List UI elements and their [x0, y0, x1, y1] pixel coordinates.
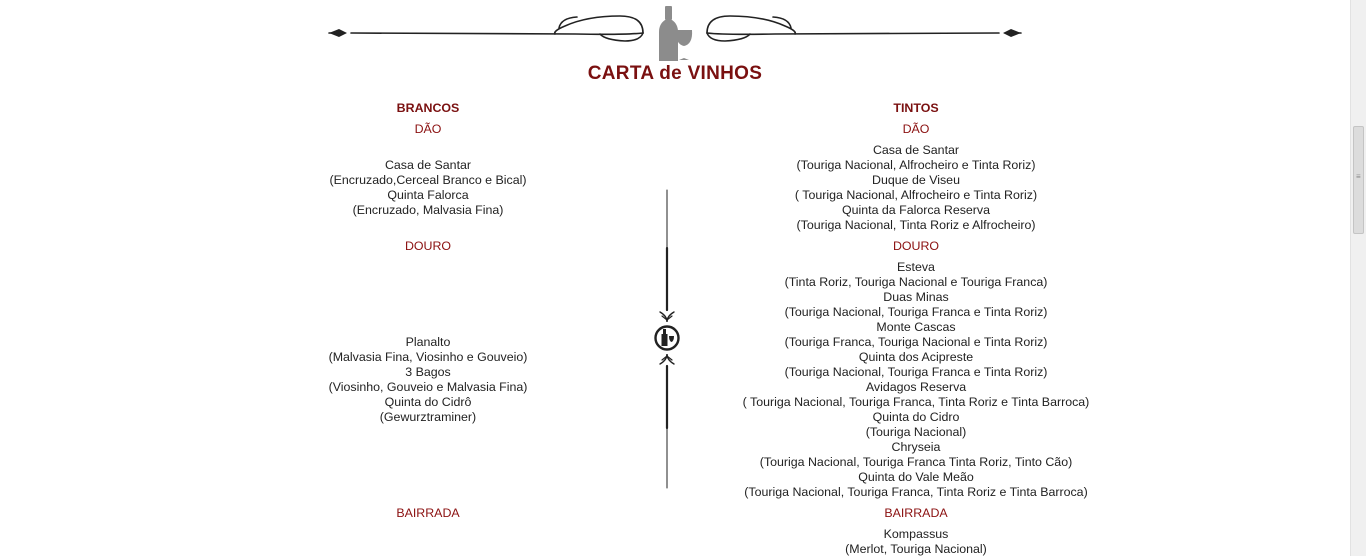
- list-item-grapes: (Touriga Nacional, Touriga Franca Tinta Roriz, Tinto Cão): [759, 455, 1073, 469]
- brancos-bairrada-heading: BAIRRADA: [396, 506, 460, 520]
- list-item: Chryseia: [891, 440, 941, 454]
- wine-flourish-ornament-icon: [325, 4, 1025, 64]
- list-item-grapes: (Malvasia Fina, Viosinho e Gouveio): [328, 350, 528, 364]
- list-item: Planalto: [405, 335, 451, 349]
- list-item: Casa de Santar: [384, 158, 472, 172]
- tintos-douro-list: [716, 260, 1116, 500]
- tintos-douro-heading: DOURO: [892, 239, 940, 253]
- list-item-grapes: (Touriga Nacional): [865, 425, 967, 439]
- list-item-grapes: (Touriga Nacional, Touriga Franca, Tinta Roriz e Tinta Barroca): [744, 485, 1088, 499]
- list-item: 3 Bagos: [405, 365, 451, 379]
- list-item-grapes: (Tinta Roriz, Touriga Nacional e Touriga Franca): [784, 275, 1048, 289]
- list-item: Duas Minas: [883, 290, 949, 304]
- list-item: Quinta do Cidro: [872, 410, 960, 424]
- list-item: Casa de Santar: [872, 143, 960, 157]
- brancos-douro-heading: DOURO: [404, 239, 452, 253]
- tintos-dao-heading: DÃO: [902, 122, 930, 136]
- list-item: Quinta da Falorca Reserva: [841, 203, 991, 217]
- list-item: Quinta do Vale Meão: [858, 470, 974, 484]
- tintos-bairrada-list: [716, 527, 1116, 557]
- brancos-dao-list: [278, 158, 578, 218]
- tintos-heading: TINTOS: [893, 101, 939, 115]
- list-item-grapes: (Touriga Franca, Touriga Nacional e Tinta Roriz): [784, 335, 1048, 349]
- list-item: Esteva: [897, 260, 935, 274]
- page-title: CARTA de VINHOS: [587, 63, 763, 84]
- list-item-grapes: (Merlot, Touriga Nacional): [845, 542, 987, 556]
- list-item: Monte Cascas: [876, 320, 956, 334]
- brancos-dao-heading: DÃO: [414, 122, 442, 136]
- list-item-grapes: (Gewurztraminer): [379, 410, 477, 424]
- list-item-grapes: (Viosinho, Gouveio e Malvasia Fina): [328, 380, 528, 394]
- list-item-grapes: (Touriga Nacional, Touriga Franca e Tinta Roriz): [784, 365, 1048, 379]
- list-item-grapes: (Touriga Nacional, Alfrocheiro e Tinta Roriz): [796, 158, 1036, 172]
- list-item: Avidagos Reserva: [865, 380, 967, 394]
- list-item-grapes: ( Touriga Nacional, Alfrocheiro e Tinta Roriz): [794, 188, 1038, 202]
- brancos-heading: BRANCOS: [396, 101, 460, 115]
- vertical-scrollbar[interactable]: [1350, 0, 1366, 556]
- tintos-dao-list: [716, 143, 1116, 233]
- scrollbar-thumb[interactable]: [1353, 126, 1364, 234]
- list-item: Duque de Viseu: [872, 173, 960, 187]
- list-item-grapes: (Touriga Nacional, Touriga Franca e Tinta Roriz): [784, 305, 1048, 319]
- tintos-bairrada-heading: BAIRRADA: [884, 506, 948, 520]
- list-item: Quinta do Cidrô: [384, 395, 472, 409]
- brancos-douro-list: [278, 335, 578, 425]
- list-item-grapes: (Touriga Nacional, Tinta Roriz e Alfrocheiro): [796, 218, 1036, 232]
- wine-bottle-divider-icon: [648, 188, 686, 490]
- list-item: Kompassus: [883, 527, 949, 541]
- list-item-grapes: (Encruzado, Malvasia Fina): [352, 203, 504, 217]
- list-item: Quinta Falorca: [387, 188, 469, 202]
- list-item-grapes: ( Touriga Nacional, Touriga Franca, Tinta Roriz e Tinta Barroca): [742, 395, 1090, 409]
- grip-icon: ≡: [1356, 172, 1361, 181]
- list-item: Quinta dos Acipreste: [858, 350, 974, 364]
- list-item-grapes: (Encruzado,Cerceal Branco e Bical): [329, 173, 527, 187]
